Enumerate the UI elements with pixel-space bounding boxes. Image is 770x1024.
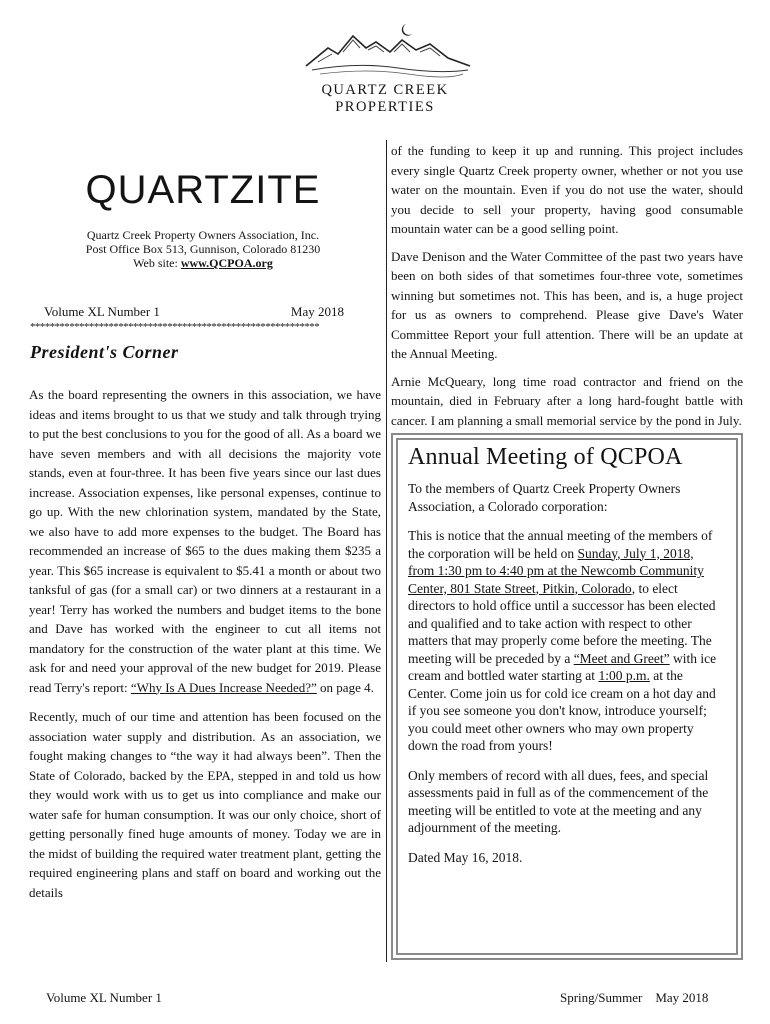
paragraph-text: with ice cream and bottled water starting at bbox=[408, 650, 717, 683]
paragraph-text: This is notice that the annual meeting of the members of the corporation will be held on bbox=[408, 528, 713, 561]
paragraph-text-end: on page 4. bbox=[316, 679, 374, 695]
presidents-corner-column-1 bbox=[29, 385, 381, 912]
newsletter-title: QUARTZITE bbox=[85, 168, 321, 212]
meet-time: 1:00 p.m. bbox=[598, 668, 650, 683]
mountains-icon bbox=[306, 36, 470, 66]
paragraph: Arnie McQueary, long time road contractor and friend on the mountain, died in February after a long hard-fought battle with cancer. I am planning a small memorial service by the pond in July. bbox=[391, 373, 743, 428]
paragraph: of the funding to keep it up and running. This project includes every single Quartz Creek property owner, whether or not you use water on the mountain. Even if you do not use the water, should you decide to sell your property, having good consumable mountain water can be a good selling point. bbox=[391, 143, 743, 236]
association-info bbox=[28, 228, 378, 270]
column-divider bbox=[386, 140, 387, 962]
issue-date: May 2018 bbox=[290, 304, 344, 319]
volume-number: Volume XL Number 1 bbox=[44, 304, 160, 319]
org-address: Post Office Box 513, Gunnison, Colorado 81230 bbox=[85, 242, 321, 256]
paragraph: Dave Denison and the Water Committee of the past two years have been on both sides of that sometimes four-three vote, sometimes winning but sometimes not. This has been, and is, a huge project for us as owners to comprehend. Please give Dave's Water Committee Report your full attention. There will be an update at the Annual Meeting. bbox=[391, 248, 743, 361]
paragraph-text: As the board representing the owners in this association, we have ideas and items brought to us that we study and talk through trying to put the best conclusions to you for the good of all. As a board we have seven members and with all decisions the majority vote stands, even at four-three. It has been five years since our last dues increase. Association expenses, like personal expenses, continue to go up. With the new chlorination system, mandated by the State, we also have to add more expenses to the budget. The Board has recommended an increase of $65 to the dues making them $235 a year. This $65 increase is equivalent to $5.41 a month or about two tanksful of gas (for a small car) or two dinners at a restaurant in a year! Terry has worked the numbers and budget items to the bone and Dave has worked with the engineer to cut all items not mandatory for the construction of the water plant at this time. We ask for and need your approval of the new budget for 2019. Please read Terry's report: bbox=[29, 387, 381, 695]
presidents-corner-heading: President's Corner bbox=[30, 342, 179, 362]
report-link[interactable]: “Why Is A Dues Increase Needed?” bbox=[130, 679, 317, 695]
paragraph: Dated May 16, 2018. bbox=[408, 849, 523, 865]
star-divider: *********************************************************** bbox=[30, 321, 320, 333]
company-line-1: QUARTZ CREEK bbox=[321, 82, 449, 98]
annual-meeting-title: Annual Meeting of QCPOA bbox=[408, 444, 683, 470]
moon-icon bbox=[402, 24, 412, 36]
footer-volume: Volume XL Number 1 bbox=[46, 990, 162, 1005]
paragraph bbox=[408, 527, 720, 755]
paragraph: To the members of Quartz Creek Property Owners Association, a Colorado corporation: bbox=[408, 481, 681, 514]
paragraph-text: at the Center. Come join us for cold ice cream on a hot day and if you see someone you don't know, introduce yourself; you could meet other owners who may own property down the road from yours! bbox=[408, 668, 716, 753]
mountain-logo bbox=[298, 18, 478, 88]
website-line bbox=[28, 256, 378, 270]
website-link[interactable]: www.QCPOA.org bbox=[180, 256, 273, 270]
meet-and-greet: “Meet and Greet” bbox=[573, 650, 670, 666]
volume-line bbox=[44, 304, 344, 320]
meeting-when-where: Sunday, July 1, 2018, from 1:30 pm to 4:40 pm at the Newcomb Community Center, 801 State Street, Pitkin, Colorado bbox=[408, 545, 704, 596]
paragraph bbox=[29, 385, 381, 697]
annual-meeting-body bbox=[408, 480, 720, 878]
paragraph: Recently, much of our time and attention has been focused on the association water supply and distribution. As an association, we fought making changes to “the way it had always been”. Then the State of Colorado, backed by the EPA, stepped in and told us how they would work with us to get us into compliance and make our water safe for human consumption. It was our only choice, short of getting personally fined huge amounts of money. Today we are in the midst of building the required water treatment plant, getting the required engineering plans and staff on board and working out the details bbox=[29, 709, 381, 900]
company-line-2: PROPERTIES bbox=[335, 99, 435, 115]
org-name: Quartz Creek Property Owners Association, Inc. bbox=[86, 228, 320, 242]
website-label: Web site: bbox=[133, 256, 178, 270]
footer-issue: Spring/Summer May 2018 bbox=[560, 990, 709, 1005]
paragraph-text: , to elect directors to hold office until a successor has been elected and qualified and to take action with respect to other matters that may properly come before the meeting. The meeting will be preceded by a bbox=[408, 580, 716, 666]
annual-meeting-notice-box bbox=[391, 433, 743, 960]
presidents-corner-column-2 bbox=[391, 141, 743, 438]
paragraph: Only members of record with all dues, fees, and special assessments paid in full as of the commencement of the meeting will be entitled to vote at the meeting and any adjournment of the meeting. bbox=[408, 767, 709, 835]
company-name bbox=[240, 82, 530, 116]
